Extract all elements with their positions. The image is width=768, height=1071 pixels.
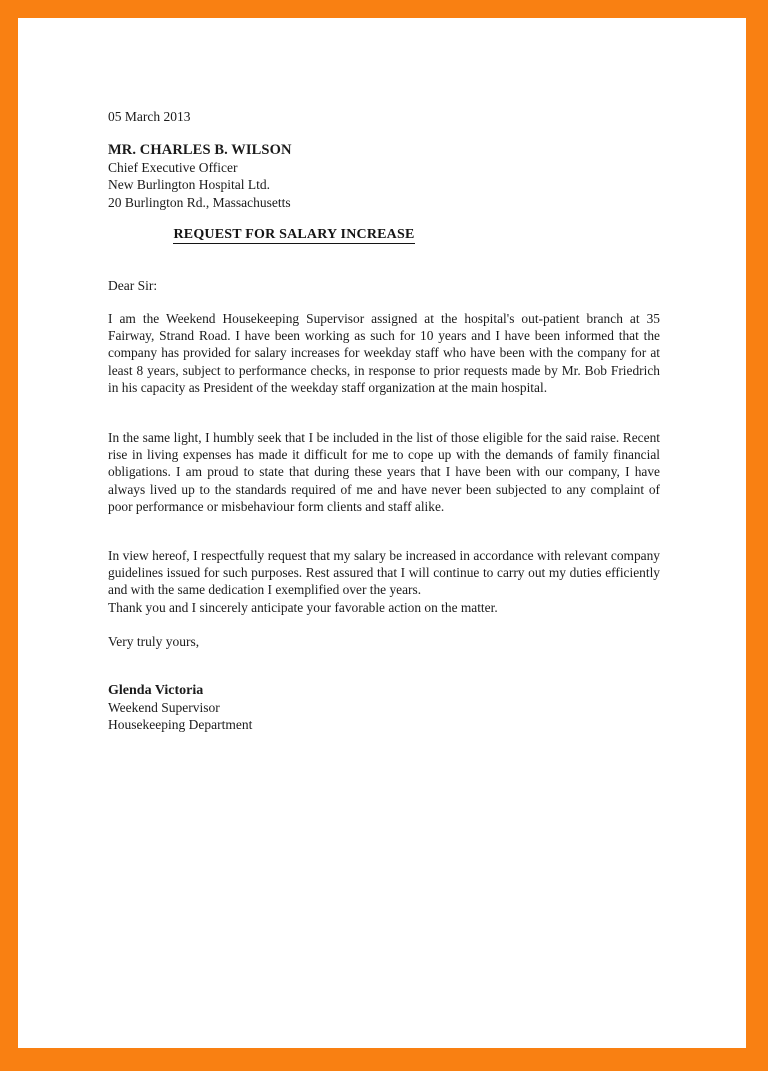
letter-paragraph-3-text: In view hereof, I respectfully request that my salary be increased in accordance with relevant company guidelines issued for such purposes. Rest assured that I will continue to carry out my duties efficiently and with the same dedication I exemplified over the years. — [108, 548, 660, 598]
letter-closing-thanks: Thank you and I sincerely anticipate your favorable action on the matter. — [108, 599, 498, 615]
signer-title: Weekend Supervisor — [108, 700, 220, 716]
recipient-title: Chief Executive Officer — [108, 160, 238, 176]
recipient-address: 20 Burlington Rd., Massachusetts — [108, 194, 291, 210]
letter-subject-text: REQUEST FOR SALARY INCREASE — [173, 227, 415, 242]
recipient-address-block — [108, 142, 660, 211]
letter-page — [18, 18, 746, 1048]
signer-department: Housekeeping Department — [108, 717, 253, 733]
letter-paragraph-3 — [108, 547, 660, 616]
letter-salutation: Dear Sir: — [108, 278, 158, 293]
letter-paragraph-1: I am the Weekend Housekeeping Supervisor assigned at the hospital's out-patient branch at 35 Fairway, Strand Road. I have been working as such for 10 years and I have been informed that the company has provided for salary increases for weekday staff who have been with the company for at least 8 years, subject to performance checks, in response to prior requests made by Mr. Bob Friedrich in his capacity as President of the weekday staff organization at the main hospital. — [108, 311, 660, 395]
recipient-organization: New Burlington Hospital Ltd. — [108, 177, 270, 193]
letter-paragraph-2: In the same light, I humbly seek that I be included in the list of those eligible for the said raise. Recent rise in living expenses has made it difficult for me to cope up with the demands of family financial obligations. I am proud to state that during these years that I have been with our company, I have always lived up to the standards required of me and have never been subjected to any complaint of poor performance or misbehaviour form clients and staff alike. — [108, 430, 660, 514]
recipient-name: MR. CHARLES B. WILSON — [108, 142, 292, 158]
letter-subject-heading — [18, 227, 570, 243]
signer-name: Glenda Victoria — [108, 683, 204, 698]
complimentary-close: Very truly yours, — [108, 634, 200, 649]
letter-date: 05 March 2013 — [108, 109, 191, 124]
signature-block — [108, 682, 660, 734]
